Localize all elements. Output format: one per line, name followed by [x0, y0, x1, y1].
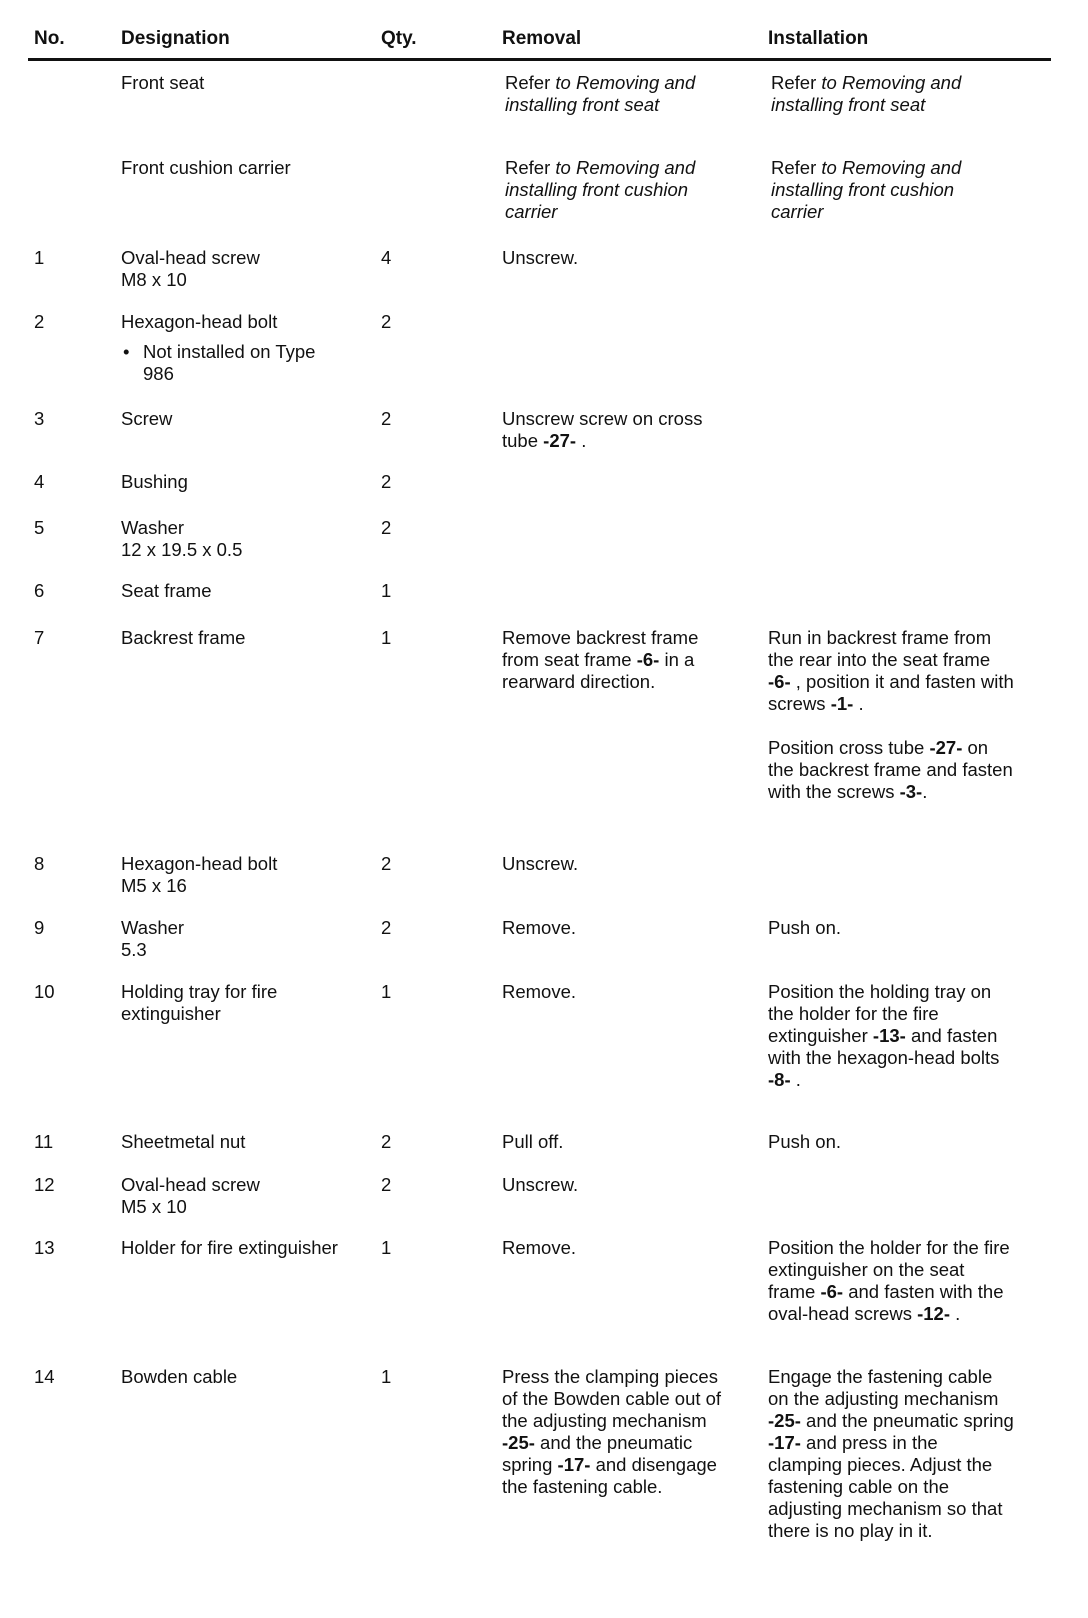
- quantity: 2: [381, 517, 392, 538]
- instruction-text: Unscrew.: [502, 247, 579, 268]
- header-designation: Designation: [121, 28, 230, 49]
- part-reference: -6-: [820, 1281, 844, 1302]
- designation-cell: [121, 1131, 366, 1153]
- designation-text: Backrest frame: [121, 627, 246, 648]
- instruction-text: Engage the fastening cable on the adjusting mechanism: [768, 1366, 999, 1409]
- instruction-text: in a rearward direction.: [502, 649, 695, 692]
- removal-cell: [502, 627, 762, 693]
- designation-cell: [121, 1366, 366, 1388]
- designation-cell: [121, 917, 366, 961]
- instruction-text: Position the holding tray on the holder for the fire extinguisher: [768, 981, 992, 1046]
- item-number: 7: [34, 627, 45, 648]
- instruction-paragraph: [502, 853, 762, 875]
- instruction-text: Refer: [505, 72, 556, 93]
- designation-text: Hexagon-head bolt M5 x 16: [121, 853, 278, 896]
- part-reference: -25-: [502, 1432, 535, 1453]
- designation-text: Oval-head screw M5 x 10: [121, 1174, 260, 1217]
- installation-cell: [768, 1131, 1058, 1153]
- instruction-text: Unscrew.: [502, 853, 579, 874]
- instruction-text: Run in backrest frame from the rear into the seat frame: [768, 627, 992, 670]
- item-number: 2: [34, 311, 45, 332]
- designation-text: Oval-head screw M8 x 10: [121, 247, 260, 290]
- designation-text: Hexagon-head bolt: [121, 311, 278, 332]
- part-reference: -6-: [636, 649, 660, 670]
- designation-text: Sheetmetal nut: [121, 1131, 246, 1152]
- instruction-text: and fasten with the oval-head screws: [768, 1281, 1004, 1324]
- reference-title: to Removing and installing front seat: [505, 72, 696, 115]
- item-number: 1: [34, 247, 45, 268]
- instruction-text: .: [853, 693, 864, 714]
- item-number: 4: [34, 471, 45, 492]
- designation-text: Washer 5.3: [121, 917, 185, 960]
- instruction-text: and the pneumatic spring: [806, 1410, 1014, 1431]
- quantity: 2: [381, 1174, 392, 1195]
- instruction-text: Push on.: [768, 1131, 842, 1152]
- installation-cell: [768, 1237, 1058, 1325]
- designation-text: Holder for fire extinguisher: [121, 1237, 338, 1258]
- installation-cell: [768, 72, 1061, 116]
- part-reference: -17-: [557, 1454, 591, 1475]
- instruction-text: Remove.: [502, 1237, 577, 1258]
- designation-cell: [121, 627, 366, 649]
- part-reference: -13-: [872, 1025, 906, 1046]
- removal-cell: [502, 1237, 762, 1259]
- header-no: No.: [34, 28, 65, 49]
- instruction-paragraph: [768, 627, 1058, 715]
- quantity: 2: [381, 917, 392, 938]
- instruction-text: Refer: [505, 157, 556, 178]
- item-number: 8: [34, 853, 45, 874]
- instruction-paragraph: [768, 1237, 1058, 1325]
- designation-text: Front cushion carrier: [121, 157, 291, 178]
- removal-cell: [502, 1131, 762, 1153]
- part-reference: -17-: [768, 1432, 801, 1453]
- quantity: 1: [381, 627, 392, 648]
- instruction-paragraph: [768, 1131, 1058, 1153]
- designation-text: Screw: [121, 408, 173, 429]
- instruction-paragraph: [768, 737, 1058, 803]
- installation-cell: [768, 917, 1058, 939]
- designation-text: Front seat: [121, 72, 205, 93]
- instruction-paragraph: [502, 981, 762, 1003]
- instruction-text: Position cross tube: [768, 737, 930, 758]
- instruction-text: and press in the clamping pieces. Adjust the fastening cable on the adjusting mechanism so that there is no play in it.: [768, 1432, 1003, 1541]
- item-number: 9: [34, 917, 45, 938]
- item-number: 14: [34, 1366, 55, 1387]
- item-number: 6: [34, 580, 45, 601]
- instruction-paragraph: [768, 917, 1058, 939]
- part-reference: -8-: [768, 1069, 791, 1090]
- item-number: 12: [34, 1174, 55, 1195]
- removal-cell: [502, 981, 762, 1003]
- removal-cell: [502, 157, 765, 223]
- instruction-paragraph: [771, 157, 1061, 223]
- part-reference: -12-: [917, 1303, 950, 1324]
- installation-cell: [768, 1366, 1058, 1542]
- designation-cell: [121, 408, 366, 430]
- designation-cell: [121, 981, 366, 1025]
- part-reference: -1-: [830, 693, 854, 714]
- designation-cell: [121, 1174, 366, 1218]
- item-number: 10: [34, 981, 55, 1002]
- instruction-paragraph: [502, 408, 762, 452]
- item-number: 11: [34, 1131, 54, 1152]
- instruction-paragraph: [502, 247, 762, 269]
- designation-cell: [121, 247, 366, 291]
- instruction-text: and the pneumatic spring: [502, 1432, 693, 1475]
- installation-cell: [768, 627, 1058, 803]
- quantity: 2: [381, 853, 392, 874]
- instruction-paragraph: [502, 1131, 762, 1153]
- designation-cell: [121, 853, 366, 897]
- instruction-paragraph: [505, 157, 765, 223]
- installation-cell: [768, 157, 1061, 223]
- part-reference: -25-: [768, 1410, 801, 1431]
- header-qty: Qty.: [381, 28, 417, 49]
- item-number: 3: [34, 408, 45, 429]
- instruction-text: Remove.: [502, 917, 577, 938]
- instruction-text: .: [576, 430, 587, 451]
- quantity: 2: [381, 1131, 392, 1152]
- item-number: 5: [34, 517, 45, 538]
- quantity: 1: [381, 1237, 392, 1258]
- instruction-text: Refer: [771, 157, 822, 178]
- installation-cell: [768, 981, 1058, 1091]
- instruction-text: and disengage the fastening cable.: [502, 1454, 717, 1497]
- designation-cell: [121, 157, 366, 179]
- part-reference: -27-: [543, 430, 577, 451]
- instruction-paragraph: [771, 72, 1061, 116]
- quantity: 2: [381, 408, 392, 429]
- header-installation: Installation: [768, 28, 869, 49]
- instruction-paragraph: [502, 627, 762, 693]
- instruction-text: Unscrew.: [502, 1174, 579, 1195]
- part-reference: -6-: [768, 671, 791, 692]
- designation-cell: [121, 517, 366, 561]
- reference-title: to Removing and installing front seat: [771, 72, 962, 115]
- removal-cell: [502, 408, 762, 452]
- reference-title: to Removing and installing front cushion carrier: [771, 157, 962, 222]
- reference-title: to Removing and installing front cushion carrier: [505, 157, 696, 222]
- removal-cell: [502, 917, 762, 939]
- quantity: 4: [381, 247, 392, 268]
- instruction-paragraph: [768, 981, 1058, 1091]
- instruction-paragraph: [502, 1237, 762, 1259]
- instruction-text: , position it and fasten with screws: [768, 671, 1014, 714]
- instruction-paragraph: [502, 917, 762, 939]
- designation-text: Bowden cable: [121, 1366, 238, 1387]
- instruction-text: Remove.: [502, 981, 577, 1002]
- designation-text: Seat frame: [121, 580, 212, 601]
- designation-cell: [121, 580, 366, 602]
- designation-cell: [121, 72, 366, 94]
- instruction-text: Press the clamping pieces of the Bowden cable out of the adjusting mechanism: [502, 1366, 722, 1431]
- part-reference: -27-: [929, 737, 963, 758]
- quantity: 2: [381, 311, 392, 332]
- instruction-text: Remove backrest frame from seat frame: [502, 627, 699, 670]
- instruction-text: Position the holder for the fire extinguisher on the seat frame: [768, 1237, 1010, 1302]
- removal-cell: [502, 247, 762, 269]
- quantity: 1: [381, 1366, 392, 1387]
- removal-cell: [502, 72, 765, 116]
- designation-cell: [121, 311, 366, 385]
- designation-text: Washer 12 x 19.5 x 0.5: [121, 517, 243, 560]
- designation-note-list: [121, 341, 366, 385]
- designation-cell: [121, 1237, 366, 1259]
- instruction-text: Pull off.: [502, 1131, 564, 1152]
- part-reference: -3-: [899, 781, 923, 802]
- instruction-text: Unscrew screw on cross tube: [502, 408, 703, 451]
- instruction-paragraph: [502, 1174, 762, 1196]
- item-number: 13: [34, 1237, 55, 1258]
- designation-text: Holding tray for fire extinguisher: [121, 981, 278, 1024]
- designation-note: • Not installed on Type 986: [143, 341, 366, 385]
- designation-cell: [121, 471, 366, 493]
- removal-cell: [502, 1366, 762, 1498]
- instruction-text: and fasten with the hexagon-head bolts: [768, 1025, 1000, 1068]
- instruction-paragraph: [505, 72, 765, 116]
- header-rule: [28, 58, 1051, 61]
- instruction-paragraph: [768, 1366, 1058, 1542]
- removal-cell: [502, 1174, 762, 1196]
- instruction-text: Refer: [771, 72, 822, 93]
- quantity: 1: [381, 981, 392, 1002]
- header-removal: Removal: [502, 28, 582, 49]
- quantity: 2: [381, 471, 392, 492]
- quantity: 1: [381, 580, 392, 601]
- instruction-text: on the backrest frame and fasten with the screws: [768, 737, 1013, 802]
- instruction-text: .: [922, 781, 928, 802]
- instruction-text: Push on.: [768, 917, 842, 938]
- designation-text: Bushing: [121, 471, 188, 492]
- removal-cell: [502, 853, 762, 875]
- instruction-paragraph: [502, 1366, 762, 1498]
- instruction-text: .: [950, 1303, 961, 1324]
- instruction-text: .: [790, 1069, 801, 1090]
